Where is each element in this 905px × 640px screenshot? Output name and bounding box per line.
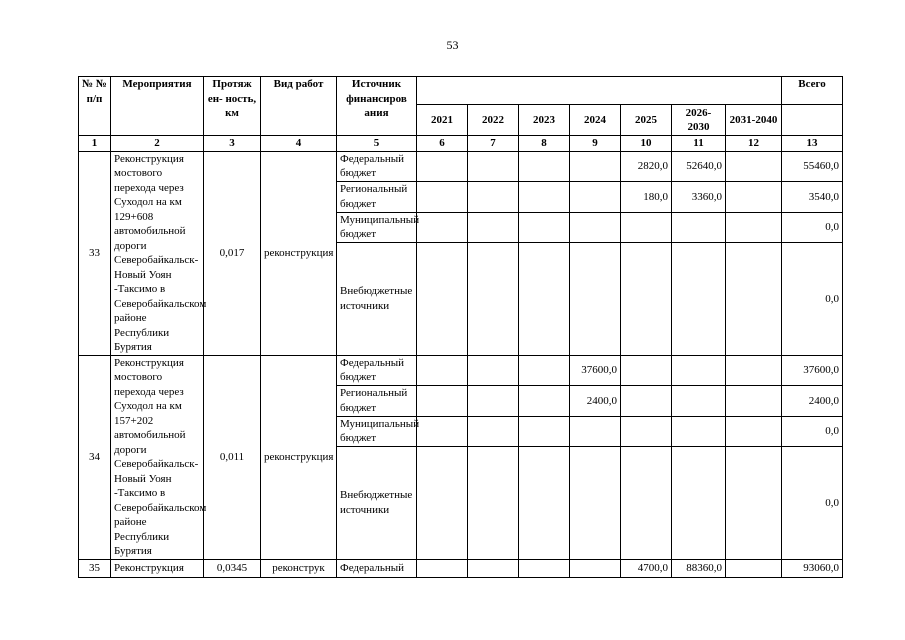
value-cell: 3360,0 xyxy=(672,182,726,213)
value-cell xyxy=(621,212,672,243)
row-number: 34 xyxy=(79,355,111,559)
value-cell xyxy=(570,151,621,182)
col-number: 10 xyxy=(621,136,672,152)
table-row xyxy=(79,559,843,577)
total-cell: 0,0 xyxy=(782,243,843,355)
value-cell xyxy=(468,243,519,355)
col-number: 13 xyxy=(782,136,843,152)
header-year: 2022 xyxy=(468,105,519,136)
value-cell xyxy=(726,355,782,386)
header-year: 2026-2030 xyxy=(672,105,726,136)
value-cell xyxy=(726,386,782,417)
value-cell: 2400,0 xyxy=(570,386,621,417)
value-cell xyxy=(468,212,519,243)
total-cell: 2400,0 xyxy=(782,386,843,417)
value-cell xyxy=(519,355,570,386)
total-cell: 3540,0 xyxy=(782,182,843,213)
value-cell xyxy=(468,416,519,447)
col-number: 5 xyxy=(337,136,417,152)
value-cell xyxy=(468,182,519,213)
value-cell xyxy=(417,416,468,447)
header-length: Протяж ен- ность, км xyxy=(204,77,261,136)
length-km: 0,0345 xyxy=(204,559,261,577)
value-cell xyxy=(519,559,570,577)
col-number: 6 xyxy=(417,136,468,152)
funding-source: Региональный бюджет xyxy=(337,386,417,417)
funding-source: Муниципальный бюджет xyxy=(337,416,417,447)
value-cell: 52640,0 xyxy=(672,151,726,182)
funding-source: Внебюджетные источники xyxy=(337,447,417,559)
funding-source: Муниципальный бюджет xyxy=(337,212,417,243)
row-number: 33 xyxy=(79,151,111,355)
col-number: 8 xyxy=(519,136,570,152)
value-cell xyxy=(726,447,782,559)
value-cell xyxy=(519,416,570,447)
total-cell: 0,0 xyxy=(782,212,843,243)
value-cell xyxy=(570,447,621,559)
header-year: 2023 xyxy=(519,105,570,136)
value-cell xyxy=(468,151,519,182)
value-cell xyxy=(417,151,468,182)
funding-source: Федеральный xyxy=(337,559,417,577)
value-cell xyxy=(621,386,672,417)
value-cell xyxy=(621,355,672,386)
value-cell xyxy=(417,243,468,355)
financing-table xyxy=(78,76,843,578)
value-cell: 37600,0 xyxy=(570,355,621,386)
value-cell xyxy=(417,386,468,417)
value-cell xyxy=(726,559,782,577)
value-cell xyxy=(417,212,468,243)
total-cell: 37600,0 xyxy=(782,355,843,386)
funding-source: Региональный бюджет xyxy=(337,182,417,213)
total-cell: 93060,0 xyxy=(782,559,843,577)
length-km: 0,017 xyxy=(204,151,261,355)
value-cell: 4700,0 xyxy=(621,559,672,577)
header-work: Вид работ xyxy=(261,77,337,136)
header-years-group xyxy=(417,77,782,105)
funding-source: Внебюджетные источники xyxy=(337,243,417,355)
value-cell xyxy=(417,447,468,559)
total-cell: 55460,0 xyxy=(782,151,843,182)
col-number: 3 xyxy=(204,136,261,152)
value-cell xyxy=(726,182,782,213)
value-cell xyxy=(468,386,519,417)
value-cell xyxy=(519,386,570,417)
value-cell xyxy=(672,212,726,243)
value-cell xyxy=(726,243,782,355)
value-cell xyxy=(468,447,519,559)
col-number: 7 xyxy=(468,136,519,152)
value-cell xyxy=(519,447,570,559)
funding-source: Федеральный бюджет xyxy=(337,355,417,386)
header-year: 2025 xyxy=(621,105,672,136)
total-cell: 0,0 xyxy=(782,416,843,447)
funding-source: Федеральный бюджет xyxy=(337,151,417,182)
value-cell xyxy=(726,416,782,447)
event-name: Реконструкция мостового перехода через Суходол на км 157+202 автомобильной дороги Северобайкальск-Новый Уоян -Таксимо в Северобайкальском районе Республики Бурятия xyxy=(111,355,204,559)
header-year: 2031-2040 xyxy=(726,105,782,136)
length-km: 0,011 xyxy=(204,355,261,559)
value-cell xyxy=(519,182,570,213)
value-cell xyxy=(468,559,519,577)
value-cell xyxy=(621,416,672,447)
value-cell xyxy=(570,212,621,243)
value-cell xyxy=(417,355,468,386)
value-cell xyxy=(570,559,621,577)
value-cell xyxy=(417,182,468,213)
value-cell xyxy=(726,212,782,243)
table-row xyxy=(79,355,843,386)
col-number: 9 xyxy=(570,136,621,152)
value-cell xyxy=(726,151,782,182)
col-number: 11 xyxy=(672,136,726,152)
value-cell xyxy=(672,416,726,447)
header-total-empty xyxy=(782,105,843,136)
header-event: Мероприятия xyxy=(111,77,204,136)
value-cell xyxy=(570,182,621,213)
header-num: № № п/п xyxy=(79,77,111,136)
event-name: Реконструкция мостового перехода через Суходол на км 129+608 автомобильной дороги Северобайкальск-Новый Уоян -Таксимо в Северобайкальском районе Республики Бурятия xyxy=(111,151,204,355)
value-cell: 88360,0 xyxy=(672,559,726,577)
col-number: 4 xyxy=(261,136,337,152)
value-cell xyxy=(519,243,570,355)
value-cell xyxy=(417,559,468,577)
value-cell xyxy=(570,416,621,447)
table-row xyxy=(79,151,843,182)
event-name: Реконструкция xyxy=(111,559,204,577)
page-number: 53 xyxy=(446,38,459,52)
value-cell xyxy=(519,151,570,182)
value-cell xyxy=(519,212,570,243)
value-cell xyxy=(621,243,672,355)
total-cell: 0,0 xyxy=(782,447,843,559)
value-cell: 2820,0 xyxy=(621,151,672,182)
col-number: 12 xyxy=(726,136,782,152)
work-type: реконструкция xyxy=(261,355,337,559)
value-cell: 180,0 xyxy=(621,182,672,213)
col-number: 2 xyxy=(111,136,204,152)
header-year: 2024 xyxy=(570,105,621,136)
header-source: Источник финансиров ания xyxy=(337,77,417,136)
value-cell xyxy=(621,447,672,559)
value-cell xyxy=(672,386,726,417)
row-number: 35 xyxy=(79,559,111,577)
value-cell xyxy=(672,243,726,355)
value-cell xyxy=(570,243,621,355)
work-type: реконструкция xyxy=(261,151,337,355)
work-type: реконструк xyxy=(261,559,337,577)
value-cell xyxy=(672,355,726,386)
value-cell xyxy=(672,447,726,559)
value-cell xyxy=(468,355,519,386)
col-number: 1 xyxy=(79,136,111,152)
header-total: Всего xyxy=(782,77,843,105)
header-year: 2021 xyxy=(417,105,468,136)
